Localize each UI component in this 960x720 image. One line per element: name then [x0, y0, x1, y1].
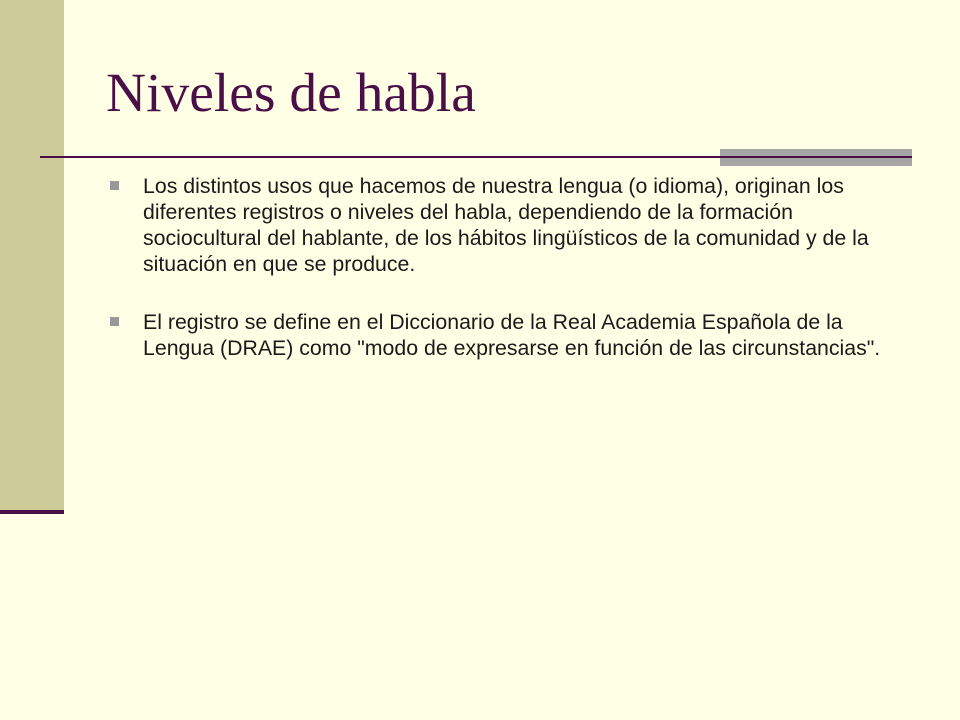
square-bullet-icon [110, 317, 119, 326]
bullet-text-line: Lengua (DRAE) como "modo de expresarse en función de las circunstancias". [143, 336, 881, 360]
bullet-item [0, 173, 960, 277]
bullet-text-line: diferentes registros o niveles del habla, dependiendo de la formación [143, 200, 793, 224]
bullet-text-line: El registro se define en el Diccionario de la Real Academia Española de la [143, 310, 843, 334]
square-bullet-icon [110, 181, 119, 190]
bullet-list [0, 173, 960, 361]
left-accent-underline [0, 510, 64, 514]
bullet-text-line: sociocultural del hablante, de los hábitos lingüísticos de la comunidad y de la [143, 226, 869, 250]
bullet-text-line: Los distintos usos que hacemos de nuestra lengua (o idioma), originan los [143, 174, 844, 198]
slide-title: Niveles de habla [106, 63, 476, 124]
bullet-text-line: situación en que se produce. [143, 252, 416, 276]
bullet-item [0, 309, 960, 361]
title-rule [40, 156, 912, 158]
